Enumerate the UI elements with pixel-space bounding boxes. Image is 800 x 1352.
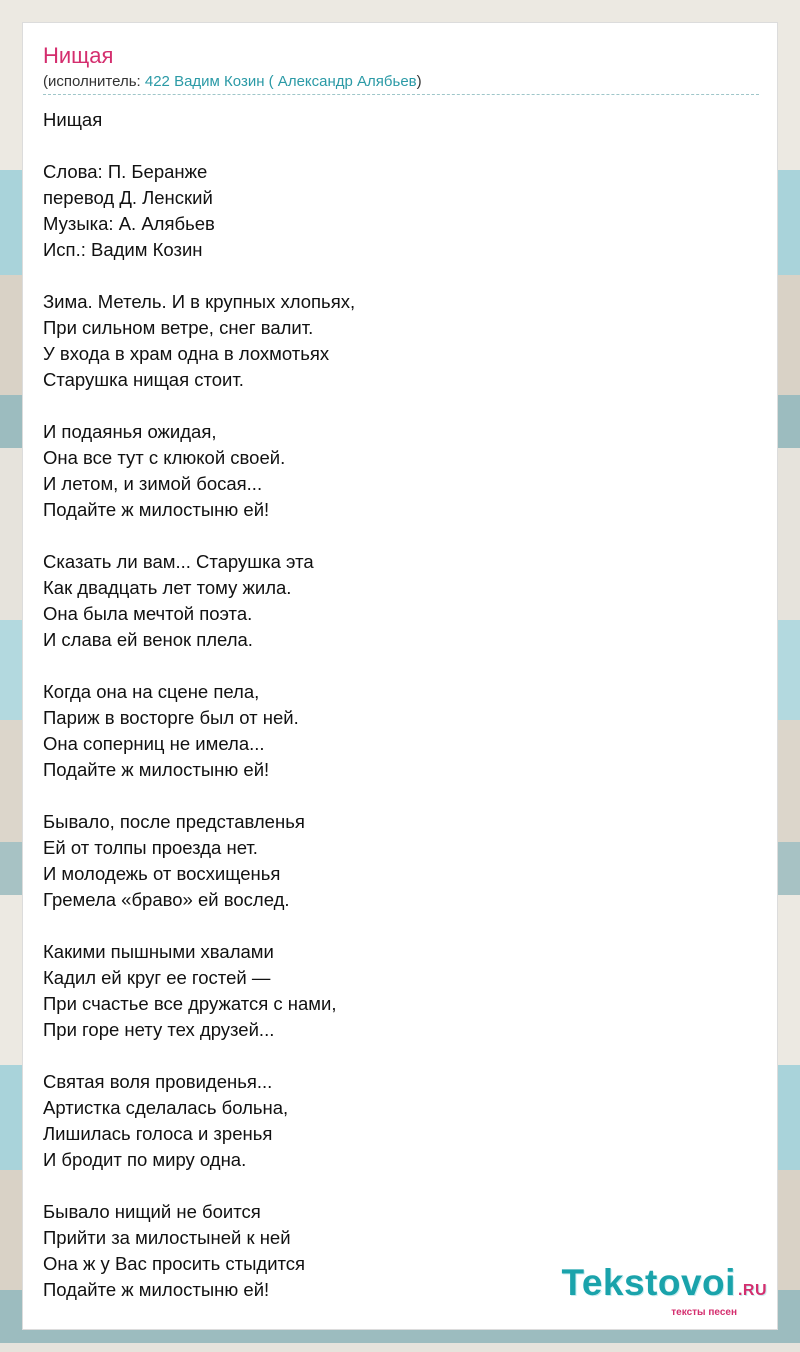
- lyric-line: Музыка: А. Алябьев: [43, 213, 215, 234]
- lyric-line: Сказать ли вам... Старушка эта: [43, 551, 314, 572]
- lyric-line: Бывало нищий не боится: [43, 1201, 261, 1222]
- lyric-line: Она ж у Вас просить стыдится: [43, 1253, 306, 1274]
- lyric-line: Гремела «браво» ей вослед.: [43, 889, 290, 910]
- lyric-line: И бродит по миру одна.: [43, 1149, 247, 1170]
- logo-tagline: тексты песен: [671, 1307, 737, 1318]
- lyric-line: Святая воля провиденья...: [43, 1071, 273, 1092]
- lyric-line: Она была мечтой поэта.: [43, 603, 253, 624]
- lyric-line: [43, 1043, 759, 1069]
- lyric-line: Подайте ж милостыню ей!: [43, 1279, 270, 1300]
- artist-link[interactable]: 422 Вадим Козин ( Александр Алябьев: [144, 73, 417, 90]
- lyric-line: [43, 1173, 759, 1199]
- lyric-line: И подаянья ожидая,: [43, 421, 217, 442]
- lyric-line: При счастье все дружатся с нами,: [43, 993, 337, 1014]
- lyric-line: Слова: П. Беранже: [43, 161, 208, 182]
- lyric-line: Бывало, после представленья: [43, 811, 305, 832]
- lyric-line: [43, 783, 759, 809]
- artist-line: [43, 73, 759, 95]
- lyric-line: [43, 523, 759, 549]
- lyric-line: Лишилась голоса и зренья: [43, 1123, 273, 1144]
- artist-suffix: ): [416, 73, 422, 90]
- lyric-line: При сильном ветре, снег валит.: [43, 317, 314, 338]
- lyrics-card: [22, 22, 778, 1330]
- lyric-line: Какими пышными хвалами: [43, 941, 274, 962]
- lyric-line: [43, 263, 759, 289]
- artist-prefix: (исполнитель:: [43, 73, 145, 90]
- lyric-line: перевод Д. Ленский: [43, 187, 213, 208]
- lyric-line: При горе нету тех друзей...: [43, 1019, 275, 1040]
- lyric-line: И молодежь от восхищенья: [43, 863, 281, 884]
- lyric-line: Париж в восторге был от ней.: [43, 707, 299, 728]
- logo-tld: .RU: [737, 1282, 767, 1299]
- lyric-line: Прийти за милостыней к ней: [43, 1227, 291, 1248]
- lyric-line: [43, 653, 759, 679]
- lyric-line: Ей от толпы проезда нет.: [43, 837, 258, 858]
- lyric-line: У входа в храм одна в лохмотьях: [43, 343, 330, 364]
- lyric-line: [43, 393, 759, 419]
- lyric-line: Исп.: Вадим Козин: [43, 239, 203, 260]
- lyric-line: Она все тут с клюкой своей.: [43, 447, 286, 468]
- lyric-line: Подайте ж милостыню ей!: [43, 499, 270, 520]
- lyric-line: Нищая: [43, 109, 103, 130]
- lyric-line: И слава ей венок плела.: [43, 629, 253, 650]
- logo-wordmark: Tekstovoi: [561, 1262, 736, 1303]
- lyrics-text: [43, 107, 759, 1303]
- lyric-line: [43, 913, 759, 939]
- lyric-line: Как двадцать лет тому жила.: [43, 577, 292, 598]
- lyric-line: [43, 133, 759, 159]
- site-logo[interactable]: [561, 1264, 767, 1318]
- lyric-line: Кадил ей круг ее гостей —: [43, 967, 271, 988]
- lyric-line: Когда она на сцене пела,: [43, 681, 260, 702]
- lyric-line: Старушка нищая стоит.: [43, 369, 244, 390]
- lyric-line: Подайте ж милостыню ей!: [43, 759, 270, 780]
- lyric-line: И летом, и зимой босая...: [43, 473, 263, 494]
- lyric-line: Она соперниц не имела...: [43, 733, 265, 754]
- lyric-line: Зима. Метель. И в крупных хлопьях,: [43, 291, 356, 312]
- song-title: Нищая: [43, 43, 114, 68]
- lyric-line: Артистка сделалась больна,: [43, 1097, 289, 1118]
